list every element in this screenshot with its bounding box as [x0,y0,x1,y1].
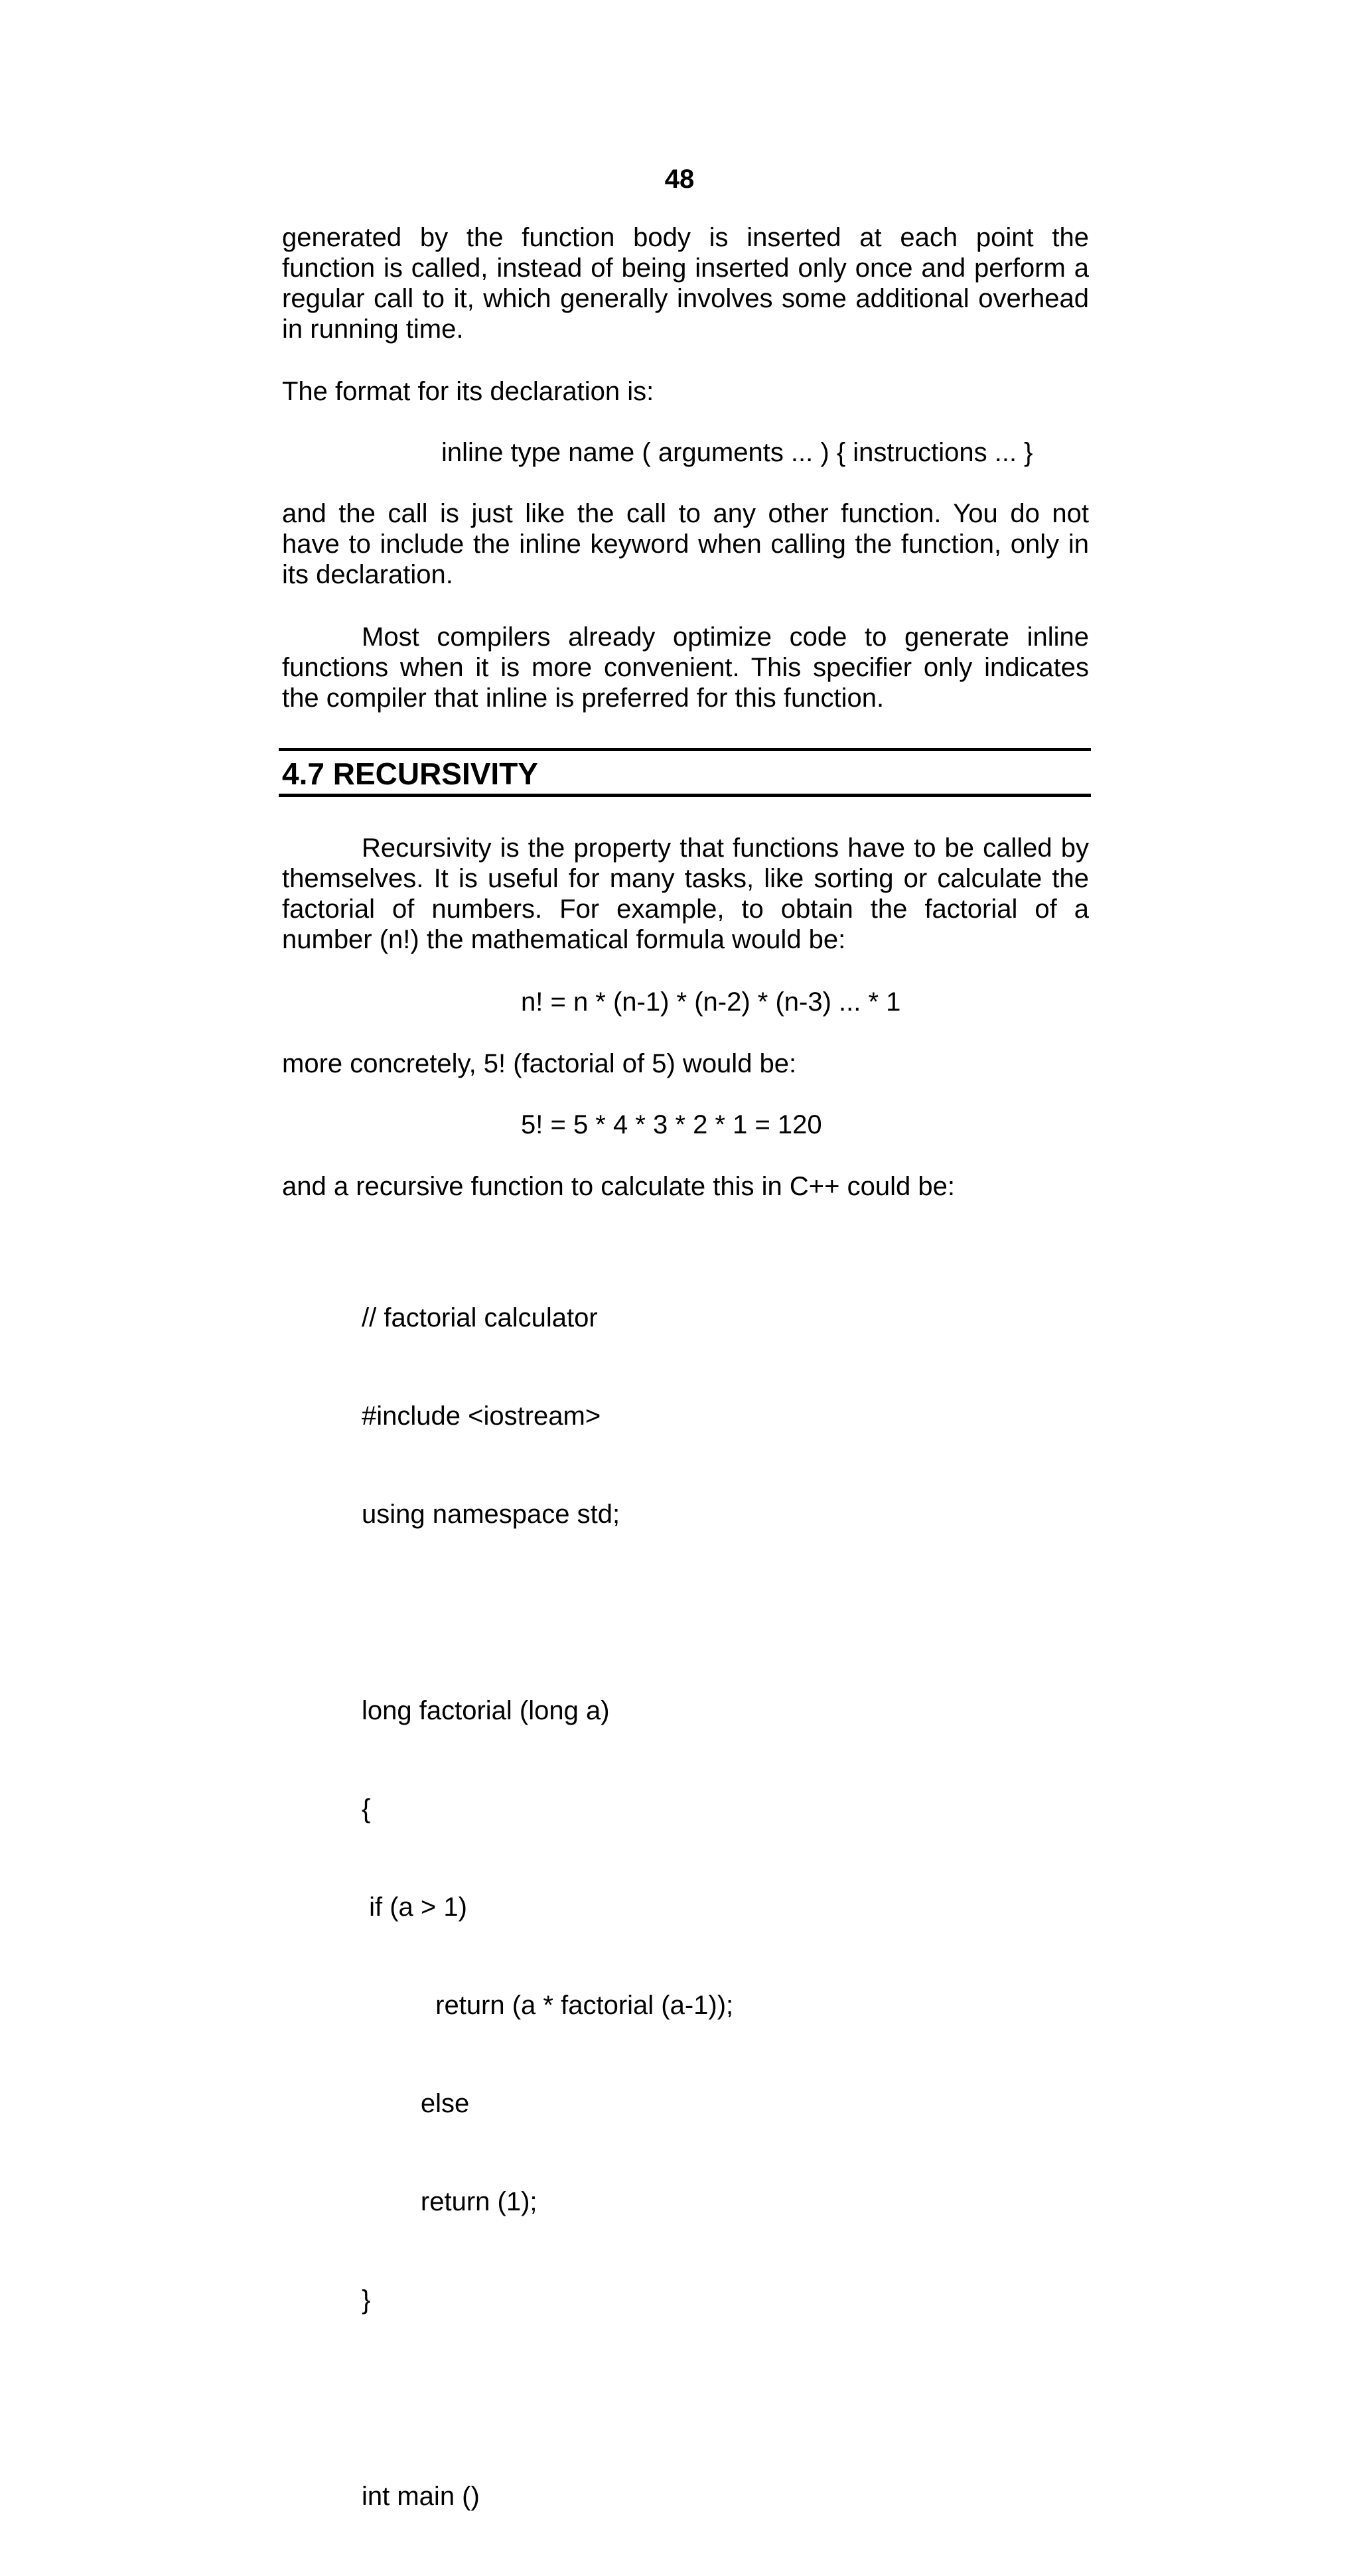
code-listing [362,1238,733,2576]
code-line [362,2380,733,2417]
code-line: } [362,2285,371,2315]
factorial-example-formula: 5! = 5 * 4 * 3 * 2 * 1 = 120 [521,1110,822,1139]
text-line: have to include the inline keyword when calling the function, only in [282,530,1089,559]
text-line: generated by the function body is inserted at each point the [282,223,1089,252]
text-line: Recursivity is the property that functions have to be called by [362,833,1089,863]
code-line: long factorial (long a) [362,1696,610,1725]
code-line [362,1594,733,1631]
section-rule-top [279,748,1091,751]
code-line: return (1); [362,2187,537,2216]
code-line: using namespace std; [362,1500,620,1529]
text-line: functions when it is more convenient. This specifier only indicates [282,653,1089,682]
text-line: and the call is just like the call to any other function. You do not [282,499,1089,528]
code-line: return (a * factorial (a-1)); [362,1991,734,2020]
text-line: its declaration. [282,560,453,589]
declaration-format: inline type name ( arguments ... ) { instructions ... } [441,438,1033,467]
text-line: Most compilers already optimize code to generate inline [362,622,1089,652]
text-line: function is called, instead of being inserted only once and perform a [282,253,1089,283]
text-line: themselves. It is useful for many tasks, like sorting or calculate the [282,864,1089,893]
text-line: in running time. [282,315,464,344]
paragraph-concrete-example: more concretely, 5! (factorial of 5) would be: [282,1049,797,1078]
factorial-formula: n! = n * (n-1) * (n-2) * (n-3) ... * 1 [521,987,901,1017]
section-title: 4.7 RECURSIVITY [282,756,538,791]
code-line: { [362,1794,371,1824]
paragraph-recursivity [282,833,1089,955]
paragraph-compilers [282,622,1089,713]
paragraph-recursive-function-intro: and a recursive function to calculate this in C++ could be: [282,1172,955,1201]
code-line: // factorial calculator [362,1303,598,1332]
text-line: factorial of numbers. For example, to obtain the factorial of a [282,894,1089,924]
paragraph-call-explanation [282,498,1089,590]
paragraph-format-intro: The format for its declaration is: [282,377,654,406]
text-line: regular call to it, which generally involves some additional overhead [282,284,1089,313]
code-line: else [362,2089,470,2118]
code-line: if (a > 1) [362,1893,467,1922]
text-line: number (n!) the mathematical formula would be: [282,925,846,954]
paragraph-inline-overhead [282,222,1089,344]
code-line: int main () [362,2482,480,2511]
code-line: #include <iostream> [362,1401,601,1431]
page-number: 48 [664,165,695,194]
text-line: the compiler that inline is preferred for this function. [282,683,885,713]
section-rule-bottom [279,794,1091,797]
